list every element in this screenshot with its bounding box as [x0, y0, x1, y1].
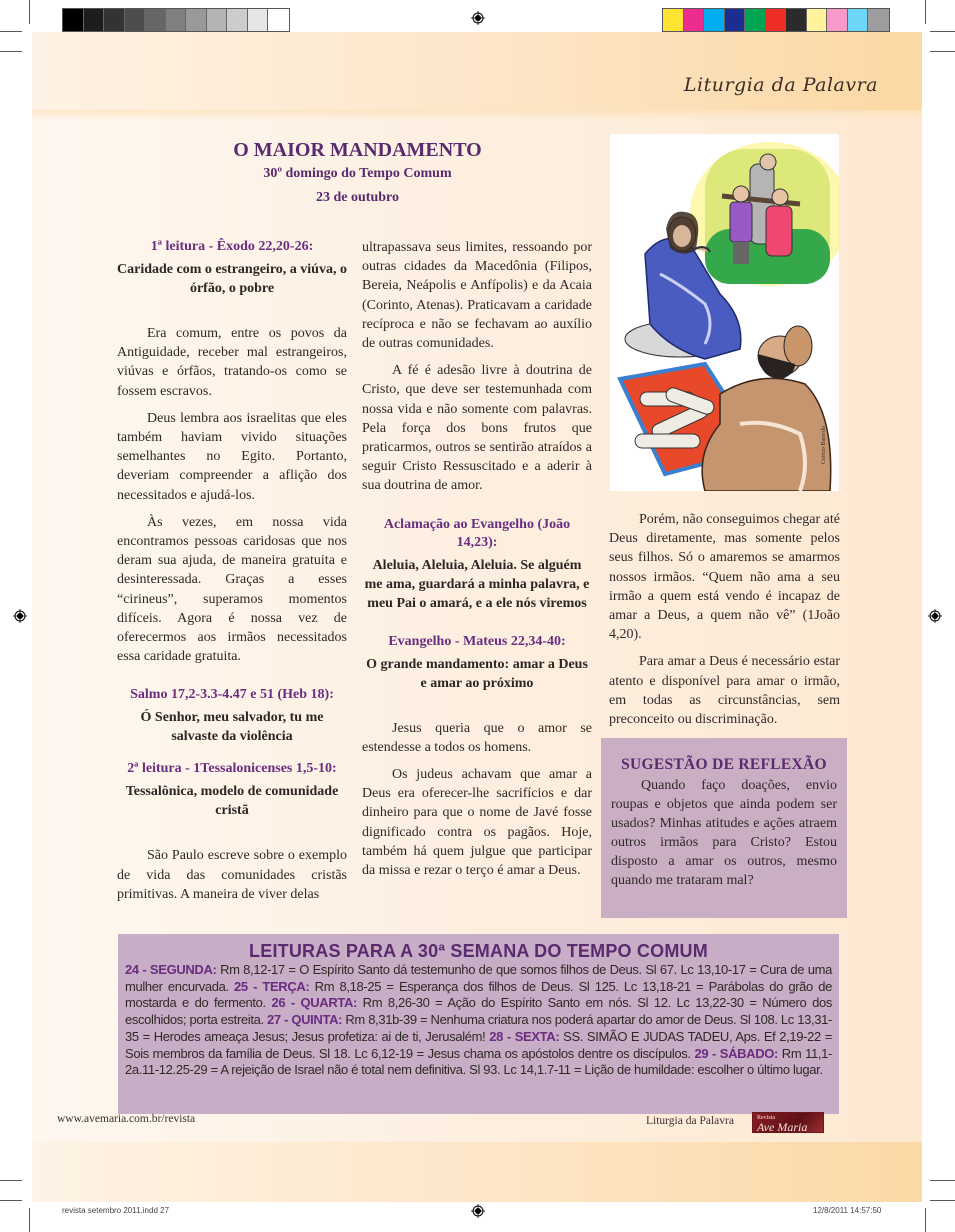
column-1 [117, 238, 347, 904]
day-label: 27 - QUINTA: [267, 1012, 343, 1028]
color-swatch [684, 9, 705, 31]
registration-mark-right [928, 609, 942, 623]
footer-band [32, 1142, 922, 1202]
gray-swatch [166, 9, 187, 31]
paragraph: Para amar a Deus é necessário estar atento e disponível para amar o irmão, em todas as circunstâncias, sem preconceito ou discriminação. [609, 654, 840, 728]
crop-mark [29, 1208, 30, 1232]
reflection-title: SUGESTÃO DE REFLEXÃO [621, 756, 827, 773]
crop-mark [0, 1180, 22, 1181]
day-label: 28 - SEXTA: [489, 1028, 560, 1044]
gray-swatch [268, 9, 289, 31]
column-3 [609, 510, 840, 729]
psalm-heading: Salmo 17,2-3.3-4.47 e 51 (Heb 18): [130, 687, 334, 703]
gray-swatch [207, 9, 228, 31]
svg-text:Cerezo Barredo: Cerezo Barredo [821, 426, 827, 464]
article-illustration [610, 134, 839, 491]
crop-mark [0, 31, 22, 32]
paragraph: Os judeus achavam que amar a Deus era oferecer-lhe sacrifícios e dar dinheiro para que o nome de Javé fosse dignificado contra os pagãos. Hoje, também há quem julgue que participar da missa e rezar o terço é amar a Deus. [362, 767, 592, 879]
day-label: 24 - SEGUNDA: [125, 962, 217, 977]
acclamation-summary: Aleluia, Aleluia, Aleluia. Se alguém me ama, guardará a minha palavra, e meu Pai o amará, e a ele nós viremos [364, 557, 590, 611]
crop-mark [925, 1208, 926, 1232]
color-swatch [848, 9, 869, 31]
crop-mark [930, 1180, 955, 1181]
paragraph: São Paulo escreve sobre o exemplo de vida das comunidades cristãs primitivas. A maneira de viver delas [117, 848, 347, 902]
paragraph: A fé é adesão livre à doutrina de Cristo, que deve ser testemunhada com nossa vida e não somente com palavras. Pela força dos bons frutos que praticarmos, outros se sentirão atraídos a seguir Cristo Ressuscitado e a aderir à sua doutrina de amor. [362, 363, 592, 494]
color-swatch [663, 9, 684, 31]
logo-small-text: Revista [757, 1115, 775, 1121]
paragraph: Porém, não conseguimos chegar até Deus diretamente, mas somente pelos seus filhos. Só o amaremos se amarmos nossos irmãos. “Quem não ama a seu irmão a quem está vendo é incapaz de amar a Deus, a quem não vê” (1João 4,20). [609, 512, 840, 643]
section-title: Liturgia da Palavra [683, 74, 878, 96]
crop-mark [0, 51, 22, 52]
gray-swatch [125, 9, 146, 31]
weekly-readings-body [125, 962, 832, 1079]
day-readings: SS. SIMÃO E JUDAS TADEU, Aps. Ef 2,19-22 = Sois membros da família de Deus. Sl 18. Lc 6,12-19 = Jesus chama os apóstolos dentre os discípulos. [125, 1028, 832, 1061]
registration-mark-left [13, 609, 27, 623]
color-swatch [786, 9, 807, 31]
reflection-text: Quando faço doações, envio roupas e objetos que ainda podem ser usados? Minhas atitudes e ações atraem outros irmãos para Cristo? Estou disposto a amar os outros, mesmo quando me trataram mal? [611, 778, 837, 888]
website-link[interactable]: www.avemaria.com.br/revista [57, 1113, 196, 1125]
crop-mark [0, 1200, 22, 1201]
color-swatch [807, 9, 828, 31]
crop-mark [925, 0, 926, 24]
registration-mark-top [471, 11, 485, 25]
illustration-graphic [610, 134, 839, 491]
paragraph: Era comum, entre os povos da Antiguidade, receber mal estrangeiros, viúvas e órfãos, tratando-os como se fossem escravos. [117, 326, 347, 399]
first-reading-summary: Caridade com o estrangeiro, a viúva, o órfão, o pobre [117, 262, 347, 296]
day-readings: Rm 8,26-30 = Ação do Espírito Santo em nós. Sl 12. Lc 13,22-30 = Número dos escolhidos; porta estreita. [125, 995, 832, 1028]
gray-swatch [145, 9, 166, 31]
grayscale-color-bar [62, 8, 290, 32]
gray-swatch [63, 9, 84, 31]
reflection-box [601, 738, 847, 918]
registration-mark-bottom [471, 1204, 485, 1218]
acclamation-heading: Aclamação ao Evangelho (João 14,23): [383, 516, 571, 550]
crop-mark [29, 0, 30, 24]
color-swatch [868, 9, 889, 31]
first-reading-heading: 1ª leitura - Êxodo 22,20-26: [150, 239, 314, 254]
logo-main-text: Ave Maria [757, 1120, 808, 1134]
paragraph: Deus lembra aos israelitas que eles também haviam vivido situações semelhantes no Egito. Portanto, deveriam compreender a aflição dos necessitados e ajudá-los. [117, 410, 347, 503]
paragraph: Jesus queria que o amor se estendesse a todos os homens. [362, 720, 592, 755]
day-readings: Rm 8,18-25 = Esperança dos filhos de Deus. Sl 125. Lc 13,18-21 = Parábolas do grão de mostarda e do fermento. [125, 978, 832, 1011]
paragraph: Às vezes, em nossa vida encontramos pessoas caridosas que nos deram sua ajuda, de maneira gratuita e desinteressada. Graças a esses “cirineus”, superamos momentos difíceis. Agora é nossa vez de oferecermos aos irmãos necessitados essa caridade gratuita. [117, 514, 347, 665]
gray-swatch [84, 9, 105, 31]
gray-swatch [104, 9, 125, 31]
psalm-summary: Ó Senhor, meu salvador, tu me salvaste da violência [140, 710, 324, 745]
weekly-readings-box [118, 934, 839, 1114]
gospel-summary: O grande mandamento: amar a Deus e amar ao próximo [366, 656, 588, 691]
cmyk-color-bar [662, 8, 890, 32]
second-reading-heading: 2ª leitura - 1Tessalonicenses 1,5-10: [127, 761, 337, 777]
print-slug-datetime: 12/8/2011 14:57:50 [813, 1206, 882, 1215]
paragraph-continued: ultrapassava seus limites, ressoando por outras cidades da Macedônia (Filipos, Bereia, Neápolis e Anfípolis) e da Acaia (Corinto, Atenas). Praticavam a caridade recíproca e não se fechavam ao auxílio de outras comunidades. [362, 240, 592, 352]
gray-swatch [186, 9, 207, 31]
article-subtitle: 30º domingo do Tempo Comum [263, 166, 452, 181]
article-date: 23 de outubro [316, 190, 399, 205]
second-reading-summary: Tessalônica, modelo de comunidade cristã [125, 784, 339, 819]
day-label: 26 - QUARTA: [271, 995, 358, 1011]
column-2 [362, 238, 592, 880]
color-swatch [827, 9, 848, 31]
color-swatch [725, 9, 746, 31]
color-swatch [745, 9, 766, 31]
day-readings: Rm 8,31b-39 = Nenhuma criatura nos poderá apartar do amor de Deus. Sl 108. Lc 13,31-35 = Herodes ameaça Jesus; Jesus profetiza: ai de ti, Jerusalém! [125, 1012, 832, 1044]
header-band [32, 32, 922, 110]
print-slug-file: revista setembro 2011.indd 27 [62, 1206, 170, 1215]
magazine-logo [752, 1112, 824, 1133]
color-swatch [704, 9, 725, 31]
day-label: 25 - TERÇA: [234, 978, 310, 994]
day-label: 29 - SÁBADO: [694, 1045, 778, 1061]
gray-swatch [227, 9, 248, 31]
gray-swatch [248, 9, 269, 31]
day-readings: Rm 11,1-2a.11-12.25-29 = A rejeição de Israel não é total nem definitiva. Sl 93. Lc 14,1.7-11 = Lição de humildade: escolher o último lugar. [125, 1045, 833, 1078]
color-swatch [766, 9, 787, 31]
crop-mark [930, 31, 955, 32]
day-readings: Rm 8,12-17 = O Espírito Santo dá testemunho de que somos filhos de Deus. Sl 67. Lc 13,10-17 = Cura de uma mulher encurvada. [125, 962, 832, 994]
footer-section-name: Liturgia da Palavra [646, 1115, 734, 1127]
weekly-readings-title: LEITURAS PARA A 30ª SEMANA DO TEMPO COMUM [249, 941, 708, 961]
crop-mark [930, 51, 955, 52]
gospel-heading: Evangelho - Mateus 22,34-40: [388, 633, 566, 649]
crop-mark [930, 1200, 955, 1201]
article-title: O MAIOR MANDAMENTO [233, 139, 482, 161]
